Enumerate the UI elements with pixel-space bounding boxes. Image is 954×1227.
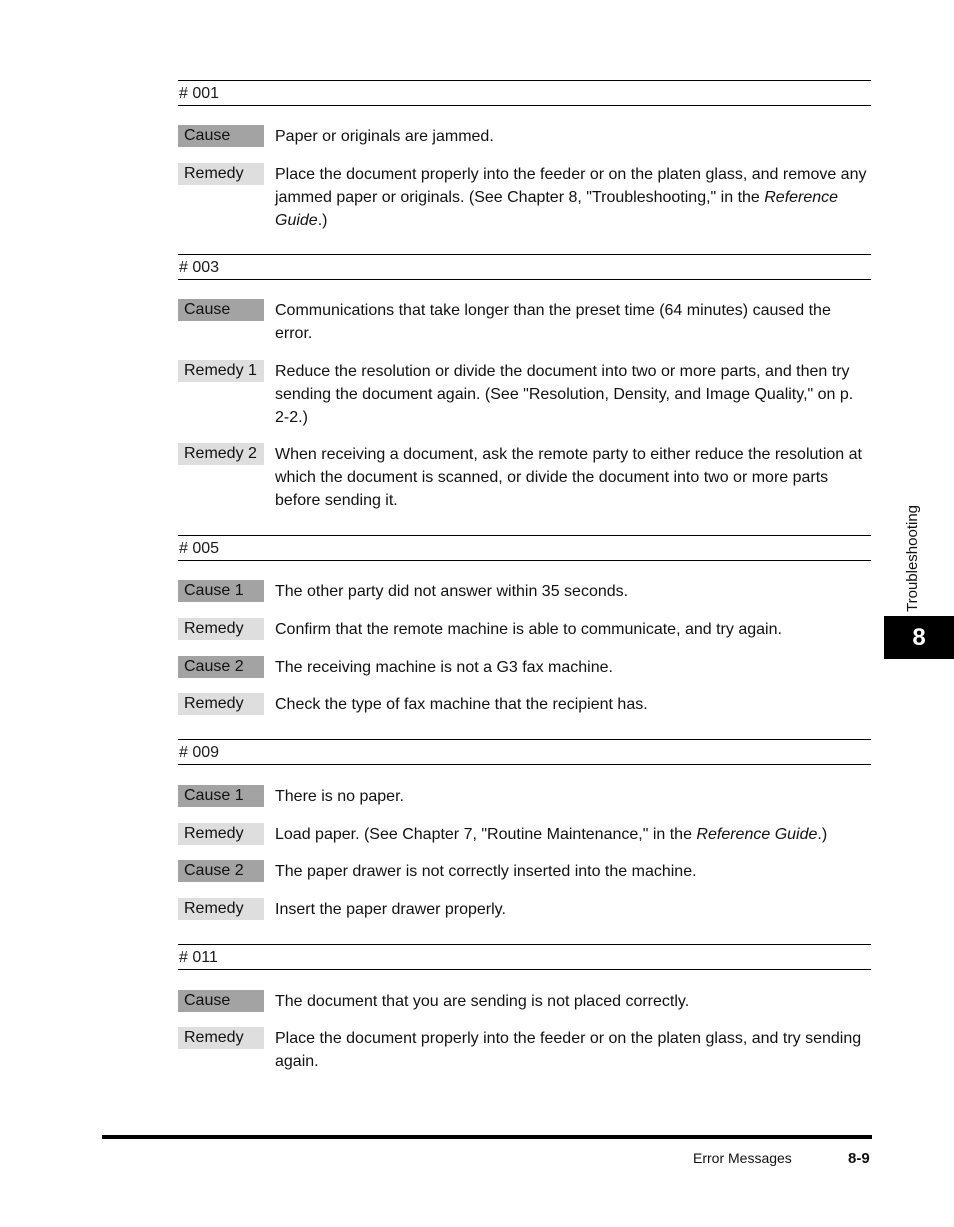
remedy-text: Check the type of fax machine that the recipient has. <box>275 696 648 713</box>
remedy-label: Remedy 2 <box>178 443 264 465</box>
reference-guide-title: Reference Guide <box>275 189 839 229</box>
cause-text: There is no paper. <box>275 788 404 805</box>
remedy-text: Reduce the resolution or divide the document into two or more parts, and then try sending the document again. (See "Resolution, Density, and Image Quality," on p. 2-2.) <box>275 363 854 426</box>
error-code: # 005 <box>179 540 220 557</box>
cause-text: The paper drawer is not correctly inserted into the machine. <box>275 863 697 880</box>
error-code: # 009 <box>179 744 220 761</box>
remedy-text: Confirm that the remote machine is able to communicate, and try again. <box>275 621 782 638</box>
cause-label: Cause 1 <box>178 580 264 602</box>
error-section-005 <box>178 535 871 713</box>
error-section-009 <box>178 739 871 918</box>
cause-text: The document that you are sending is not placed correctly. <box>275 993 690 1010</box>
remedy-text: Place the document properly into the feeder or on the platen glass, and try sending again. <box>275 1030 862 1070</box>
error-section-001 <box>178 80 871 229</box>
section-header <box>178 80 871 106</box>
cause-label: Cause 2 <box>178 860 264 882</box>
remedy-label: Remedy 1 <box>178 360 264 382</box>
error-code: # 011 <box>179 949 218 966</box>
remedy-label: Remedy <box>178 898 264 920</box>
chapter-side-label: Troubleshooting <box>904 504 921 612</box>
cause-label: Cause 2 <box>178 656 264 678</box>
remedy-label: Remedy <box>178 1027 264 1049</box>
reference-guide-title: Reference Guide <box>696 826 818 843</box>
remedy-label: Remedy <box>178 693 264 715</box>
section-header <box>178 254 871 280</box>
cause-text: Communications that take longer than the preset time (64 minutes) caused the error. <box>275 302 831 342</box>
error-section-003 <box>178 254 871 509</box>
remedy-text: Place the document properly into the feeder or on the platen glass, and remove any jammed paper or originals. (See Chapter 8, "Troubleshooting," in the Reference Guide.) <box>275 166 867 229</box>
cause-label: Cause <box>178 299 264 321</box>
section-header <box>178 739 871 765</box>
cause-label: Cause <box>178 125 264 147</box>
cause-label: Cause 1 <box>178 785 264 807</box>
remedy-label: Remedy <box>178 823 264 845</box>
error-section-011 <box>178 944 871 1070</box>
cause-label: Cause <box>178 990 264 1012</box>
remedy-text: When receiving a document, ask the remote party to either reduce the resolution at which the document is scanned, or divide the document into two or more parts before sending it. <box>275 446 862 509</box>
section-header <box>178 944 871 970</box>
cause-text: Paper or originals are jammed. <box>275 128 494 145</box>
error-code: # 003 <box>179 259 220 276</box>
remedy-label: Remedy <box>178 618 264 640</box>
remedy-text: Insert the paper drawer properly. <box>275 901 506 918</box>
remedy-text: Load paper. (See Chapter 7, "Routine Maintenance," in the Reference Guide.) <box>275 826 828 843</box>
remedy-label: Remedy <box>178 163 264 185</box>
footer-rule <box>102 1135 872 1139</box>
cause-text: The other party did not answer within 35 seconds. <box>275 583 629 600</box>
page-number: 8-9 <box>848 1150 870 1167</box>
footer-section-title: Error Messages <box>693 1150 792 1166</box>
error-code: # 001 <box>179 85 220 102</box>
cause-text: The receiving machine is not a G3 fax machine. <box>275 659 613 676</box>
section-header <box>178 535 871 561</box>
chapter-number-tab: 8 <box>884 616 954 659</box>
